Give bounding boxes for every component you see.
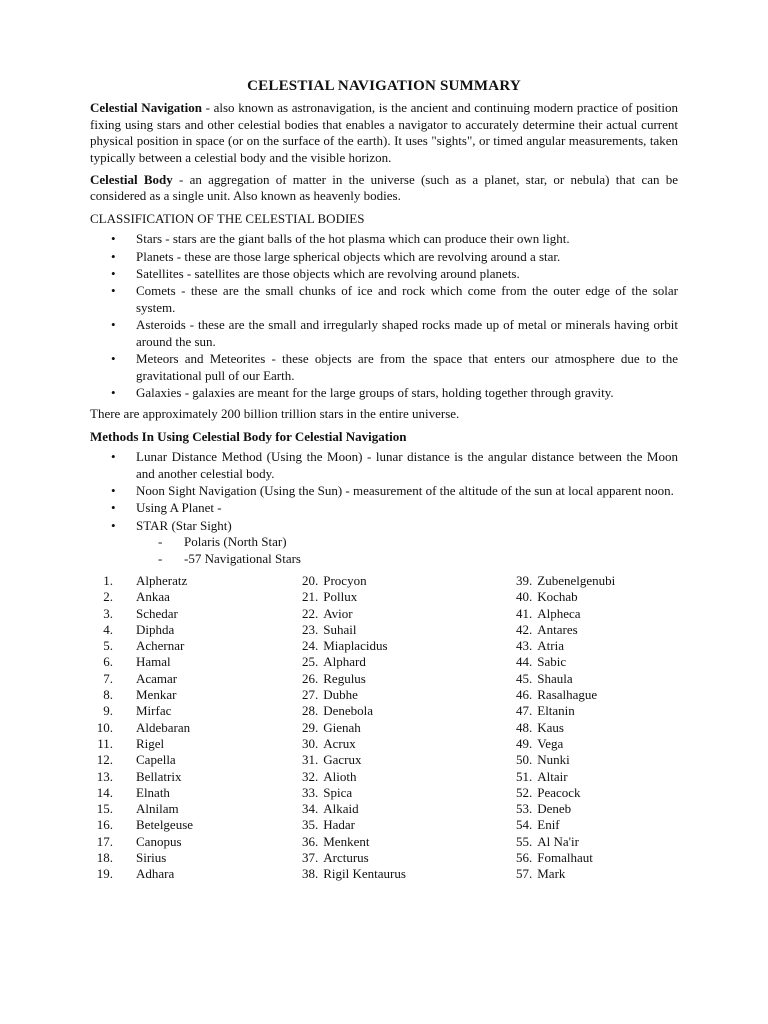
star-name: Bellatrix [136, 768, 182, 784]
star-name: Diphda [136, 621, 175, 637]
star-name: Spica [323, 784, 353, 800]
stars-column-1 [90, 573, 302, 883]
term: Celestial Body [90, 172, 173, 188]
star-name: Rigil Kentaurus [323, 866, 406, 882]
star-list-item [90, 769, 302, 785]
star-number: 40. [516, 589, 533, 605]
methods-list [90, 449, 678, 567]
star-number: 20. [302, 572, 319, 588]
star-list-item [90, 606, 302, 622]
star-list-item [516, 752, 676, 768]
star-number: 16. [96, 817, 113, 833]
star-list-item [516, 720, 676, 736]
star-list-item [516, 573, 676, 589]
star-name: Acrux [323, 735, 356, 751]
star-list-item [90, 589, 302, 605]
star-number: 36. [302, 833, 319, 849]
star-list-item [302, 703, 516, 719]
star-list-item [302, 638, 516, 654]
star-list-item [302, 866, 516, 882]
star-name: Betelgeuse [136, 817, 194, 833]
star-list-item [302, 834, 516, 850]
list-item: • Planets - these are those large spherical objects which are revolving around a star. [90, 249, 678, 265]
star-number: 56. [516, 850, 533, 866]
sub-list-item: - Polaris (North Star) [136, 534, 678, 550]
definition-celestial-body [90, 172, 678, 205]
star-number: 15. [96, 801, 113, 817]
star-name: Adhara [136, 866, 175, 882]
star-list-item [90, 850, 302, 866]
star-list-item [302, 720, 516, 736]
list-item: • Satellites - satellites are those objects which are revolving around planets. [90, 266, 678, 282]
star-name: Schedar [136, 605, 178, 621]
list-item: • Stars - stars are the giant balls of the hot plasma which can produce their own light. [90, 231, 678, 247]
star-number: 42. [516, 621, 533, 637]
star-number: 12. [96, 752, 113, 768]
star-name: Kaus [537, 719, 564, 735]
star-list-item [302, 606, 516, 622]
star-list-item [302, 736, 516, 752]
star-number: 6. [103, 654, 113, 670]
list-item: • Comets - these are the small chunks of ice and rock which come from the outer edge of the solar system. [90, 283, 678, 316]
star-list-item [516, 589, 676, 605]
star-sight-sublist [136, 534, 678, 567]
star-number: 45. [516, 670, 533, 686]
star-name: Hadar [323, 817, 356, 833]
star-name: Shaula [537, 670, 573, 686]
stars-column-3 [516, 573, 676, 883]
star-list-item [302, 785, 516, 801]
star-list-item [302, 752, 516, 768]
star-name: Vega [537, 735, 564, 751]
term: Celestial Navigation [90, 100, 202, 116]
star-list-item [90, 573, 302, 589]
star-number: 3. [103, 605, 113, 621]
star-number: 21. [302, 589, 319, 605]
star-name: Hamal [136, 654, 171, 670]
star-list-item [516, 703, 676, 719]
star-list-item [516, 850, 676, 866]
star-name: Miaplacidus [323, 638, 388, 654]
star-number: 2. [103, 589, 113, 605]
star-name: Sabic [537, 654, 567, 670]
star-name: Alpheca [537, 605, 581, 621]
star-number: 55. [516, 833, 533, 849]
star-number: 46. [516, 687, 533, 703]
star-number: 14. [96, 784, 113, 800]
star-list-item [90, 687, 302, 703]
star-number: 29. [302, 719, 319, 735]
star-name: Nunki [537, 752, 570, 768]
star-name: Canopus [136, 833, 182, 849]
list-item-label: STAR (Star Sight) [136, 517, 232, 533]
star-name: Rasalhague [537, 687, 598, 703]
star-list-item [516, 801, 676, 817]
star-name: Procyon [323, 572, 367, 588]
star-name: Achernar [136, 638, 185, 654]
star-number: 31. [302, 752, 319, 768]
star-number: 8. [103, 687, 113, 703]
star-number: 19. [96, 866, 113, 882]
star-name: Al Na'ir [537, 833, 579, 849]
star-list-item [90, 622, 302, 638]
star-list-item [90, 638, 302, 654]
star-number: 43. [516, 638, 533, 654]
star-number: 38. [302, 866, 319, 882]
star-list-item [516, 785, 676, 801]
star-number: 44. [516, 654, 533, 670]
list-item: • Using A Planet - [90, 500, 678, 516]
star-name: Avior [323, 605, 353, 621]
star-name: Alioth [323, 768, 357, 784]
star-name: Suhail [323, 621, 357, 637]
star-list-item [302, 573, 516, 589]
star-number: 23. [302, 621, 319, 637]
star-name: Arcturus [323, 850, 369, 866]
star-number: 50. [516, 752, 533, 768]
classification-heading: CLASSIFICATION OF THE CELESTIAL BODIES [90, 210, 365, 226]
star-number: 35. [302, 817, 319, 833]
definition-celestial-navigation [90, 100, 678, 166]
navigational-stars-list [90, 573, 678, 883]
star-number: 41. [516, 605, 533, 621]
star-name: Eltanin [537, 703, 575, 719]
star-name: Alnilam [136, 801, 179, 817]
star-number: 52. [516, 784, 533, 800]
sub-list-item: - -57 Navigational Stars [136, 551, 678, 567]
star-list-item [516, 638, 676, 654]
definition-text: - an aggregation of matter in the universe (such as a planet, star, or nebula) that can be considered as a single unit. Also known as heavenly bodies. [90, 172, 678, 204]
star-name: Dubhe [323, 687, 358, 703]
star-list-item [302, 654, 516, 670]
star-list-item [90, 654, 302, 670]
list-item: • Asteroids - these are the small and irregularly shaped rocks made up of metal or minerals having orbit around the sun. [90, 317, 678, 350]
star-list-item [90, 703, 302, 719]
star-name: Deneb [537, 801, 572, 817]
star-list-item [516, 866, 676, 882]
star-list-item [516, 606, 676, 622]
star-name: Mark [537, 866, 566, 882]
star-name: Menkar [136, 687, 177, 703]
star-list-item [90, 752, 302, 768]
methods-heading: Methods In Using Celestial Body for Celestial Navigation [90, 428, 407, 444]
star-list-item [302, 850, 516, 866]
star-name: Enif [537, 817, 560, 833]
star-number: 9. [103, 703, 113, 719]
star-name: Alphard [323, 654, 366, 670]
star-list-item [516, 654, 676, 670]
star-number: 5. [103, 638, 113, 654]
star-list-item [302, 801, 516, 817]
star-name: Menkent [323, 833, 370, 849]
star-list-item [516, 622, 676, 638]
star-name: Elnath [136, 784, 170, 800]
star-name: Kochab [537, 589, 578, 605]
stars-count-note: There are approximately 200 billion trillion stars in the entire universe. [90, 406, 460, 422]
star-name: Rigel [136, 735, 165, 751]
star-name: Denebola [323, 703, 374, 719]
star-list-item [516, 834, 676, 850]
star-name: Peacock [537, 784, 581, 800]
star-number: 32. [302, 768, 319, 784]
star-number: 49. [516, 735, 533, 751]
star-name: Antares [537, 621, 578, 637]
star-name: Regulus [323, 670, 366, 686]
star-list-item [90, 671, 302, 687]
star-list-item [90, 736, 302, 752]
star-list-item [516, 687, 676, 703]
list-item [90, 518, 678, 567]
star-number: 34. [302, 801, 319, 817]
star-name: Fomalhaut [537, 850, 593, 866]
star-name: Aldebaran [136, 719, 191, 735]
list-item: • Meteors and Meteorites - these objects are from the space that enters our atmosphere due to the gravitational pull of our Earth. [90, 351, 678, 384]
star-name: Alpheratz [136, 572, 188, 588]
star-number: 30. [302, 735, 319, 751]
star-name: Gienah [323, 719, 361, 735]
classification-list [90, 231, 678, 401]
star-name: Gacrux [323, 752, 362, 768]
star-name: Zubenelgenubi [537, 572, 616, 588]
star-number: 37. [302, 850, 319, 866]
star-number: 18. [96, 850, 113, 866]
star-number: 26. [302, 670, 319, 686]
star-list-item [302, 817, 516, 833]
star-number: 11. [97, 735, 113, 751]
star-name: Alkaid [323, 801, 359, 817]
star-number: 4. [103, 621, 113, 637]
document-title: CELESTIAL NAVIGATION SUMMARY [247, 78, 521, 94]
star-number: 33. [302, 784, 319, 800]
star-list-item [302, 589, 516, 605]
star-list-item [90, 801, 302, 817]
star-name: Mirfac [136, 703, 172, 719]
star-list-item [90, 817, 302, 833]
star-number: 57. [516, 866, 533, 882]
star-number: 28. [302, 703, 319, 719]
star-list-item [516, 769, 676, 785]
stars-column-2 [302, 573, 516, 883]
star-number: 25. [302, 654, 319, 670]
star-list-item [302, 687, 516, 703]
star-number: 53. [516, 801, 533, 817]
star-number: 39. [516, 572, 533, 588]
star-number: 17. [96, 833, 113, 849]
star-number: 27. [302, 687, 319, 703]
star-list-item [90, 785, 302, 801]
star-list-item [90, 720, 302, 736]
star-name: Ankaa [136, 589, 170, 605]
star-number: 51. [516, 768, 533, 784]
star-number: 13. [96, 768, 113, 784]
star-number: 24. [302, 638, 319, 654]
star-list-item [516, 671, 676, 687]
star-list-item [516, 736, 676, 752]
star-name: Pollux [323, 589, 358, 605]
star-name: Atria [537, 638, 564, 654]
star-number: 10. [96, 719, 113, 735]
star-number: 54. [516, 817, 533, 833]
star-list-item [302, 769, 516, 785]
star-number: 22. [302, 605, 319, 621]
star-number: 47. [516, 703, 533, 719]
star-number: 48. [516, 719, 533, 735]
star-name: Sirius [136, 850, 167, 866]
star-name: Capella [136, 752, 176, 768]
star-list-item [90, 834, 302, 850]
star-name: Acamar [136, 670, 178, 686]
star-list-item [516, 817, 676, 833]
star-name: Altair [537, 768, 568, 784]
star-number: 1. [103, 572, 113, 588]
list-item: • Galaxies - galaxies are meant for the large groups of stars, holding together through gravity. [90, 385, 678, 401]
list-item: • Noon Sight Navigation (Using the Sun) - measurement of the altitude of the sun at local apparent noon. [90, 483, 678, 499]
star-list-item [302, 622, 516, 638]
star-number: 7. [103, 670, 113, 686]
definition-text: - also known as astronavigation, is the ancient and continuing modern practice of position fixing using stars and other celestial bodies that enables a navigator to accurately determine their actual current physical position in space (or on the surface of the earth). It uses "sights", or timed angular measurements, taken typically between a celestial body and the visible horizon. [90, 100, 678, 165]
star-list-item [90, 866, 302, 882]
list-item: • Lunar Distance Method (Using the Moon) - lunar distance is the angular distance between the Moon and another celestial body. [90, 449, 678, 482]
star-list-item [302, 671, 516, 687]
